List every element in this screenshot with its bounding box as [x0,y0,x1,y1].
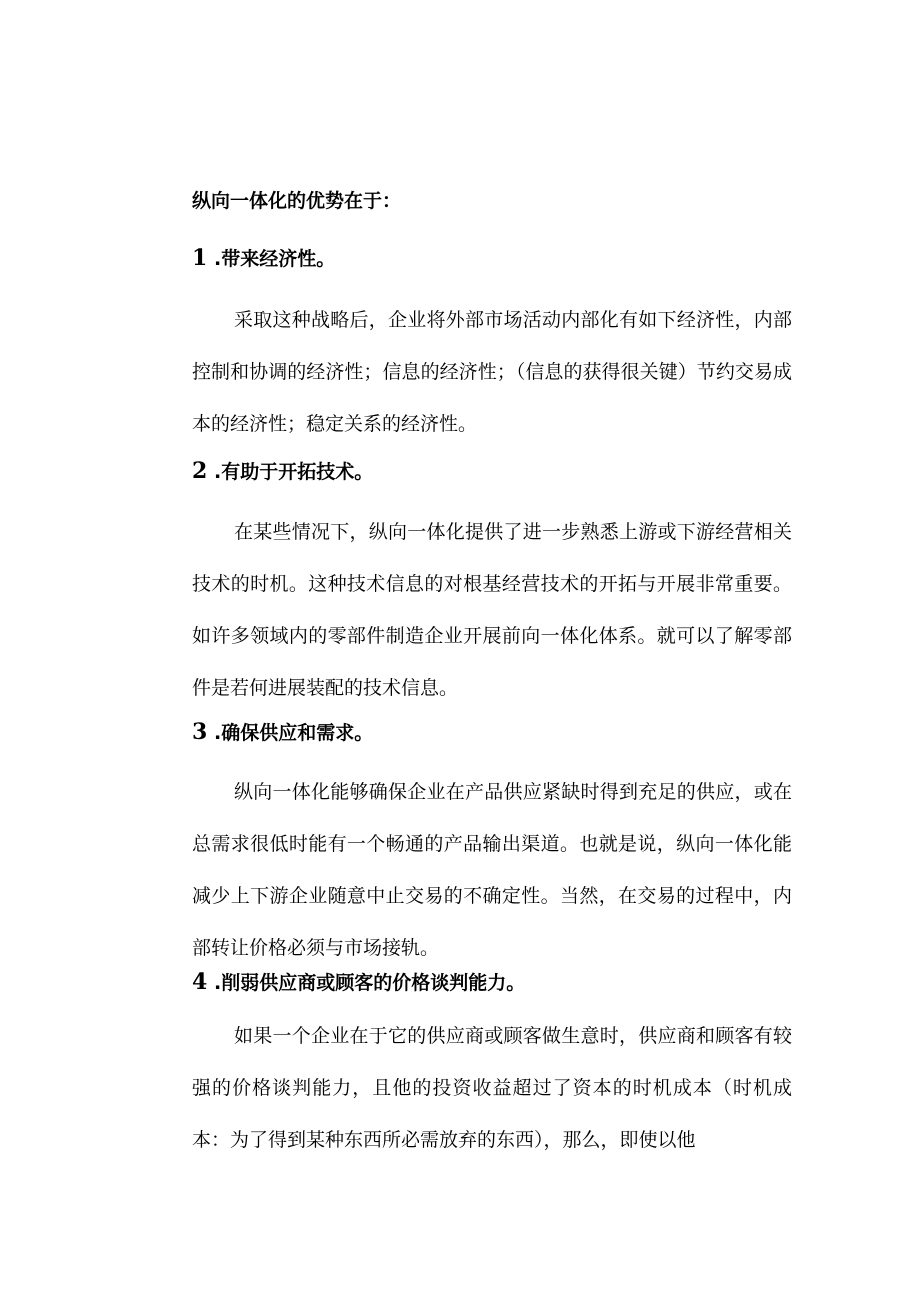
section-body-4: 如果一个企业在于它的供应商或顾客做生意时，供应商和顾客有较强的价格谈判能力，且他的投资收益超过了资本的时机成本（时机成本：为了得到某种东西所必需放弃的东西），那么，即使以他 [192,1025,792,1151]
section-title-4: .削弱供应商或顾客的价格谈判能力。 [214,972,526,994]
intro-heading: 纵向一体化的优势在于： [192,190,402,212]
section-heading-1 [192,243,335,274]
section-number-1: 1 [192,245,208,271]
section-title-3: .确保供应和需求。 [214,722,374,744]
section-number-3: 3 [192,719,208,745]
section-heading-4 [192,967,525,998]
section-title-2: .有助于开拓技术。 [214,461,374,483]
section-title-1: .带来经济性。 [214,248,336,270]
section-number-2: 2 [192,458,208,484]
section-heading-2 [192,456,373,487]
section-number-4: 4 [192,969,208,995]
section-heading-3 [192,717,373,748]
section-body-2: 在某些情况下，纵向一体化提供了进一步熟悉上游或下游经营相关技术的时机。这种技术信息的对根基经营技术的开拓与开展非常重要。如许多领域内的零部件制造企业开展前向一体化体系。就可以了解零部件是若何进展装配的技术信息。 [192,521,792,699]
section-body-3: 纵向一体化能够确保企业在产品供应紧缺时得到充足的供应，或在总需求很低时能有一个畅通的产品输出渠道。也就是说，纵向一体化能减少上下游企业随意中止交易的不确定性。当然，在交易的过程中，内部转让价格必须与市场接轨。 [192,781,792,959]
section-body-1: 采取这种战略后，企业将外部市场活动内部化有如下经济性，内部控制和协调的经济性；信息的经济性；（信息的获得很关键）节约交易成本的经济性；稳定关系的经济性。 [192,309,792,435]
